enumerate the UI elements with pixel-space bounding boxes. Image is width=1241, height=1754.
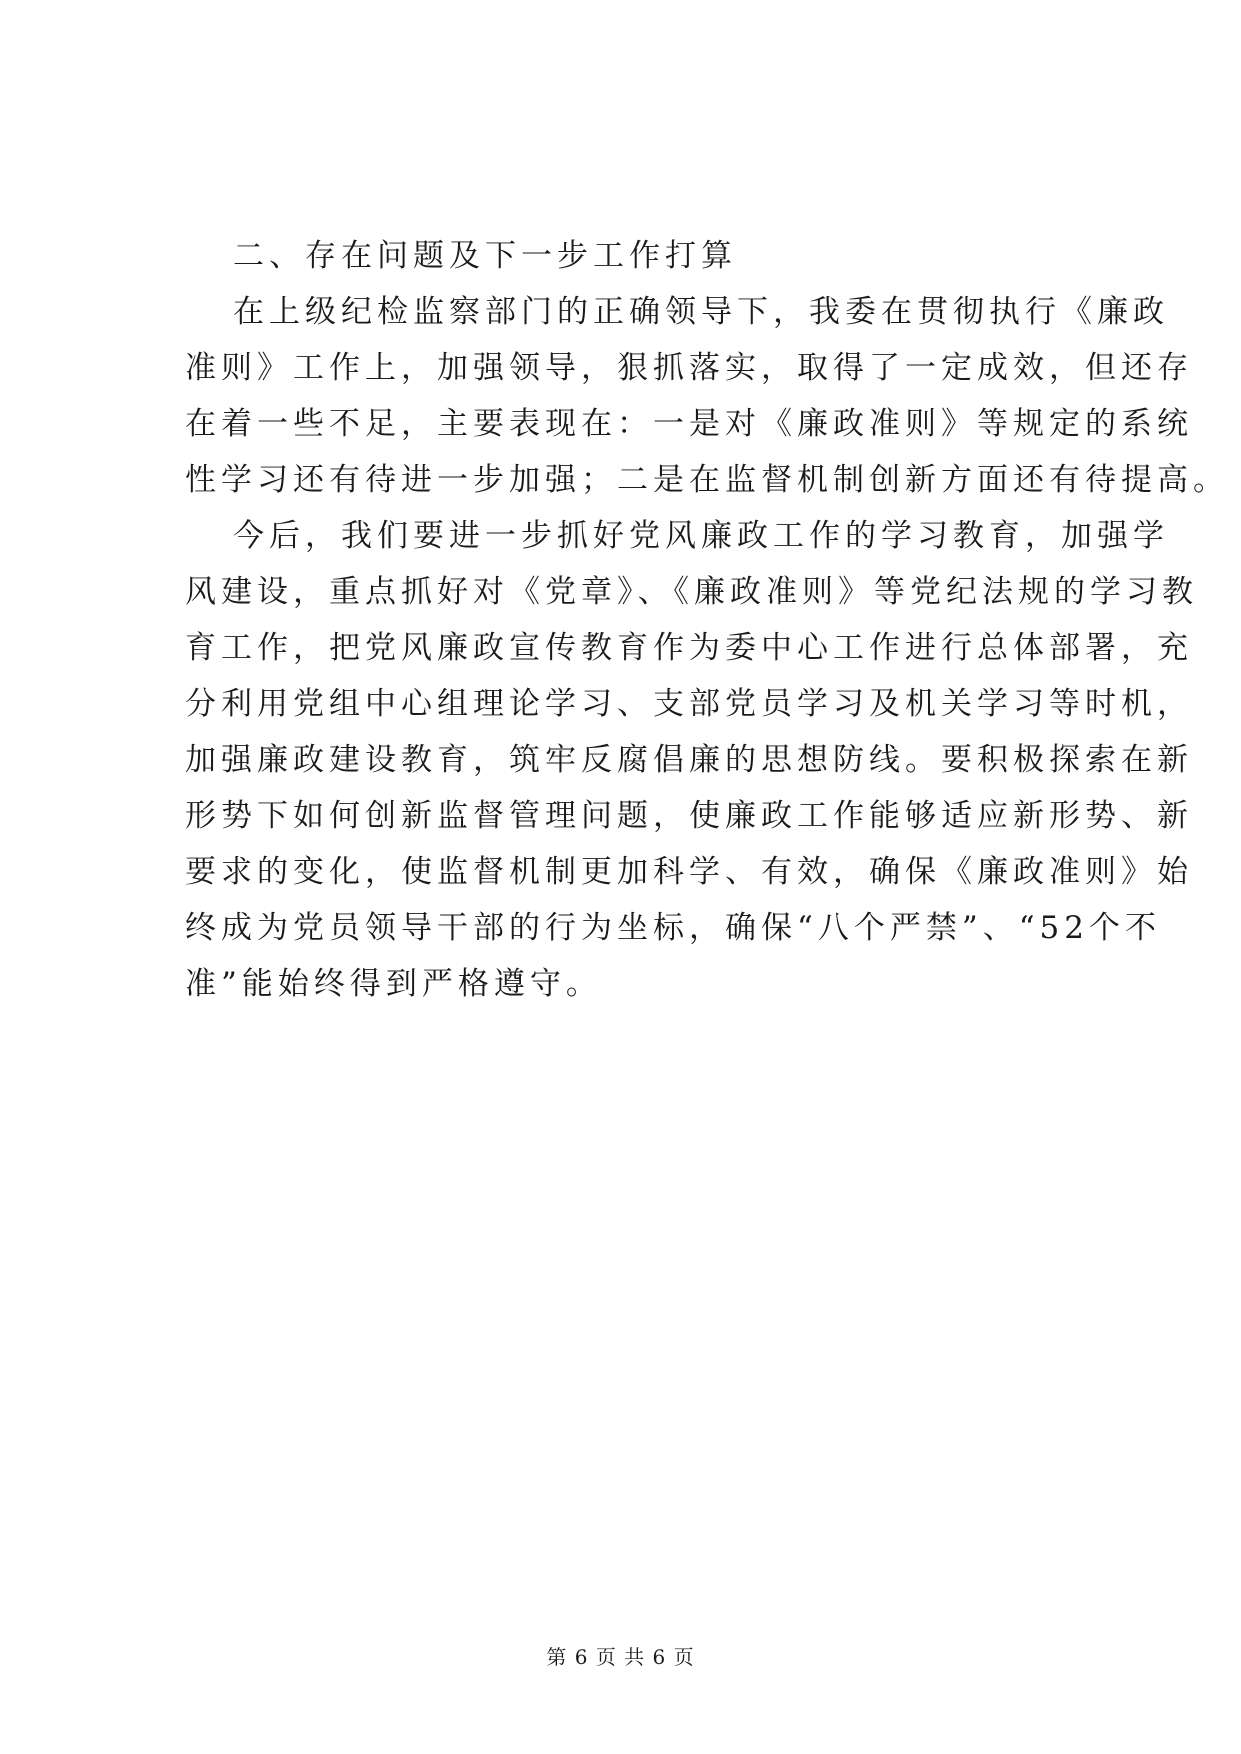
document-body	[185, 228, 1229, 1012]
paragraph-line: 今后，我们要进一步抓好党风廉政工作的学习教育，加强学	[233, 518, 1169, 554]
paragraph-line: 形势下如何创新监督管理问题，使廉政工作能够适应新形势、新	[185, 798, 1193, 834]
paragraph-next-steps	[185, 508, 1198, 1012]
paragraph-line: 在着一些不足，主要表现在：一是对《廉政准则》等规定的系统	[185, 406, 1193, 442]
page-number-footer: 第 6 页 共 6 页	[546, 1645, 695, 1669]
paragraph-line: 在上级纪检监察部门的正确领导下，我委在贯彻执行《廉政	[233, 294, 1169, 330]
paragraph-line: 准”能始终得到严格遵守。	[185, 966, 602, 1002]
paragraph-line: 加强廉政建设教育，筑牢反腐倡廉的思想防线。要积极探索在新	[185, 742, 1193, 778]
paragraph-line: 分利用党组中心组理论学习、支部党员学习及机关学习等时机，	[185, 686, 1193, 722]
paragraph-line: 风建设，重点抓好对《党章》、《廉政准则》等党纪法规的学习教	[185, 574, 1198, 610]
section-heading: 二、存在问题及下一步工作打算	[233, 238, 737, 274]
paragraph-line: 性学习还有待进一步加强；二是在监督机制创新方面还有待提高。	[185, 462, 1229, 498]
paragraph-problems	[185, 284, 1229, 508]
paragraph-line: 要求的变化，使监督机制更加科学、有效，确保《廉政准则》始	[185, 854, 1193, 890]
paragraph-line: 终成为党员领导干部的行为坐标，确保“八个严禁”、“52个不	[185, 910, 1161, 946]
paragraph-line: 准则》工作上，加强领导，狠抓落实，取得了一定成效，但还存	[185, 350, 1193, 386]
paragraph-line: 育工作，把党风廉政宣传教育作为委中心工作进行总体部署，充	[185, 630, 1193, 666]
